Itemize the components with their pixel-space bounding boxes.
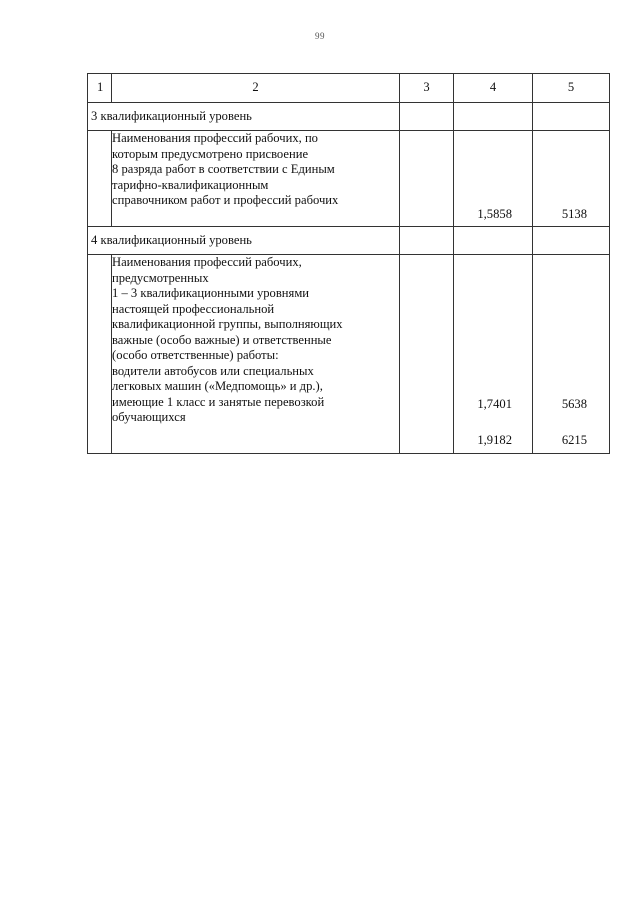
description-line: обучающихся (112, 410, 186, 424)
level-3-col-3 (400, 103, 454, 131)
page-number: 99 (315, 31, 325, 41)
description-line: которым предусмотрено присвоение (112, 146, 309, 161)
description-line: Наименования профессий рабочих, (112, 255, 302, 269)
level-4-col-4 (454, 227, 533, 255)
description-line: легковых машин («Медпомощь» и др.), (112, 379, 323, 393)
level-4-coefficient-cell (454, 255, 533, 454)
description-line: настоящей профессиональной (112, 301, 275, 316)
description-line: предусмотренных (112, 270, 209, 285)
description-line: Наименования профессий рабочих, по (112, 131, 318, 145)
level-4-description (112, 255, 400, 454)
level-4-detail-col-3 (400, 255, 454, 454)
header-col-3: 3 (400, 74, 454, 103)
level-4-detail-col-1 (88, 255, 112, 454)
level-3-detail-col-1 (88, 131, 112, 227)
level-3-detail-col-3 (400, 131, 454, 227)
header-col-5: 5 (533, 74, 610, 103)
level-3-description (112, 131, 400, 227)
level-3-coefficient: 1,5858 (477, 207, 512, 221)
header-row (88, 74, 610, 103)
description-line: 8 разряда работ в соответствии с Единым (112, 162, 335, 176)
description-line: тарифно-квалификационным (112, 177, 269, 192)
level-4-detail-row (88, 255, 610, 454)
level-4-salary-2: 6215 (561, 433, 587, 447)
level-3-detail-row (88, 131, 610, 227)
level-4-row (88, 227, 610, 255)
pay-table (87, 73, 610, 454)
level-3-salary: 5138 (561, 207, 587, 221)
header-col-2: 2 (112, 74, 400, 103)
level-4-coefficient-1: 1,7401 (477, 397, 512, 411)
level-3-label: 3 квалификационный уровень (88, 103, 400, 131)
level-3-salary-cell (533, 131, 610, 227)
level-3-col-5 (533, 103, 610, 131)
level-4-col-3 (400, 227, 454, 255)
header-col-4: 4 (454, 74, 533, 103)
header-col-1: 1 (88, 74, 112, 103)
description-line: (особо ответственные) работы: (112, 348, 279, 362)
description-line: справочником работ и профессий рабочих (112, 193, 339, 207)
level-4-col-5 (533, 227, 610, 255)
description-line: 1 – 3 квалификационными уровнями (112, 286, 310, 300)
level-3-row (88, 103, 610, 131)
level-4-salary-1: 5638 (561, 397, 587, 411)
level-3-col-4 (454, 103, 533, 131)
description-line: важные (особо важные) и ответственные (112, 332, 332, 347)
level-4-coefficient-2: 1,9182 (477, 433, 512, 447)
level-4-label: 4 квалификационный уровень (88, 227, 400, 255)
level-4-salary-cell (533, 255, 610, 454)
description-line: квалификационной группы, выполняющих (112, 317, 343, 331)
description-line: водители автобусов или специальных (112, 363, 314, 378)
description-line: имеющие 1 класс и занятые перевозкой (112, 394, 325, 409)
level-3-coefficient-cell (454, 131, 533, 227)
